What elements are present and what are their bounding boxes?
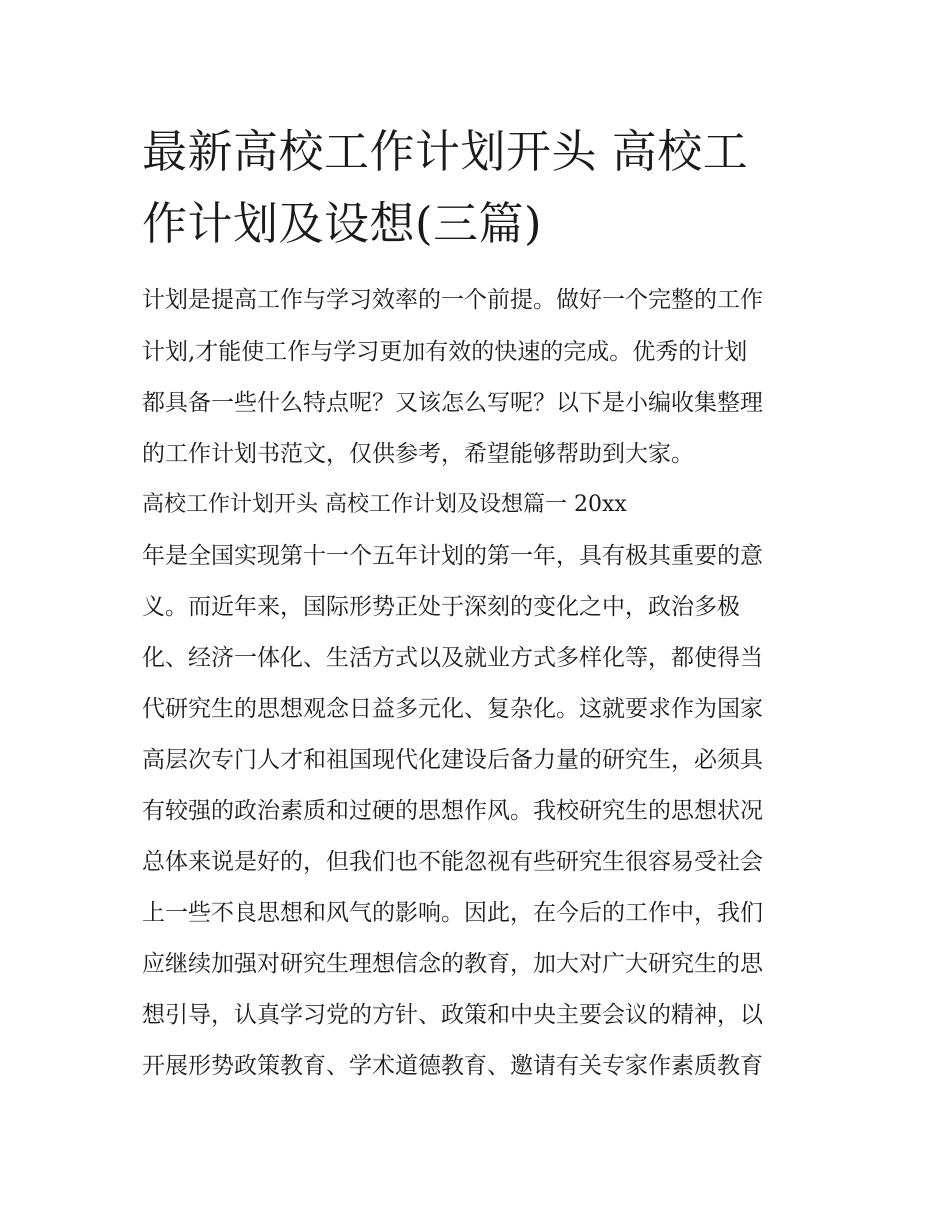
intro-line: 都具备一些什么特点呢？又该怎么写呢？以下是小编收集整理 — [142, 390, 763, 416]
body-line: 代研究生的思想观念日益多元化、复杂化。这就要求作为国家 — [142, 696, 763, 722]
title-line-1: 最新高校工作计划开头 高校工 — [142, 125, 749, 178]
body-line: 高层次专门人才和祖国现代化建设后备力量的研究生，必须具 — [142, 747, 763, 773]
body-line: 有较强的政治素质和过硬的思想作风。我校研究生的思想状况 — [142, 798, 763, 824]
body-line: 化、经济一体化、生活方式以及就业方式多样化等，都使得当 — [142, 645, 763, 671]
body-line: 总体来说是好的，但我们也不能忽视有些研究生很容易受社会 — [142, 849, 763, 875]
body-line: 应继续加强对研究生理想信念的教育，加大对广大研究生的思 — [142, 951, 763, 977]
body-line: 年是全国实现第十一个五年计划的第一年，具有极其重要的意 — [142, 543, 763, 569]
intro-line: 的工作计划书范文，仅供参考，希望能够帮助到大家。 — [142, 441, 694, 467]
section-heading: 高校工作计划开头 高校工作计划及设想篇一 20xx — [142, 492, 627, 517]
body-line: 开展形势政策教育、学术道德教育、邀请有关专家作素质教育 — [142, 1053, 763, 1079]
body-line: 上一些不良思想和风气的影响。因此，在今后的工作中，我们 — [142, 900, 763, 926]
intro-line: 计划,才能使工作与学习更加有效的快速的完成。优秀的计划 — [142, 339, 748, 365]
document-title — [142, 116, 822, 260]
body-line: 想引导，认真学习党的方针、政策和中央主要会议的精神，以 — [142, 1002, 763, 1028]
body-line: 义。而近年来，国际形势正处于深刻的变化之中，政治多极 — [142, 594, 740, 620]
intro-line: 计划是提高工作与学习效率的一个前提。做好一个完整的工作 — [142, 287, 763, 313]
title-line-2: 作计划及设想(三篇) — [142, 197, 543, 250]
